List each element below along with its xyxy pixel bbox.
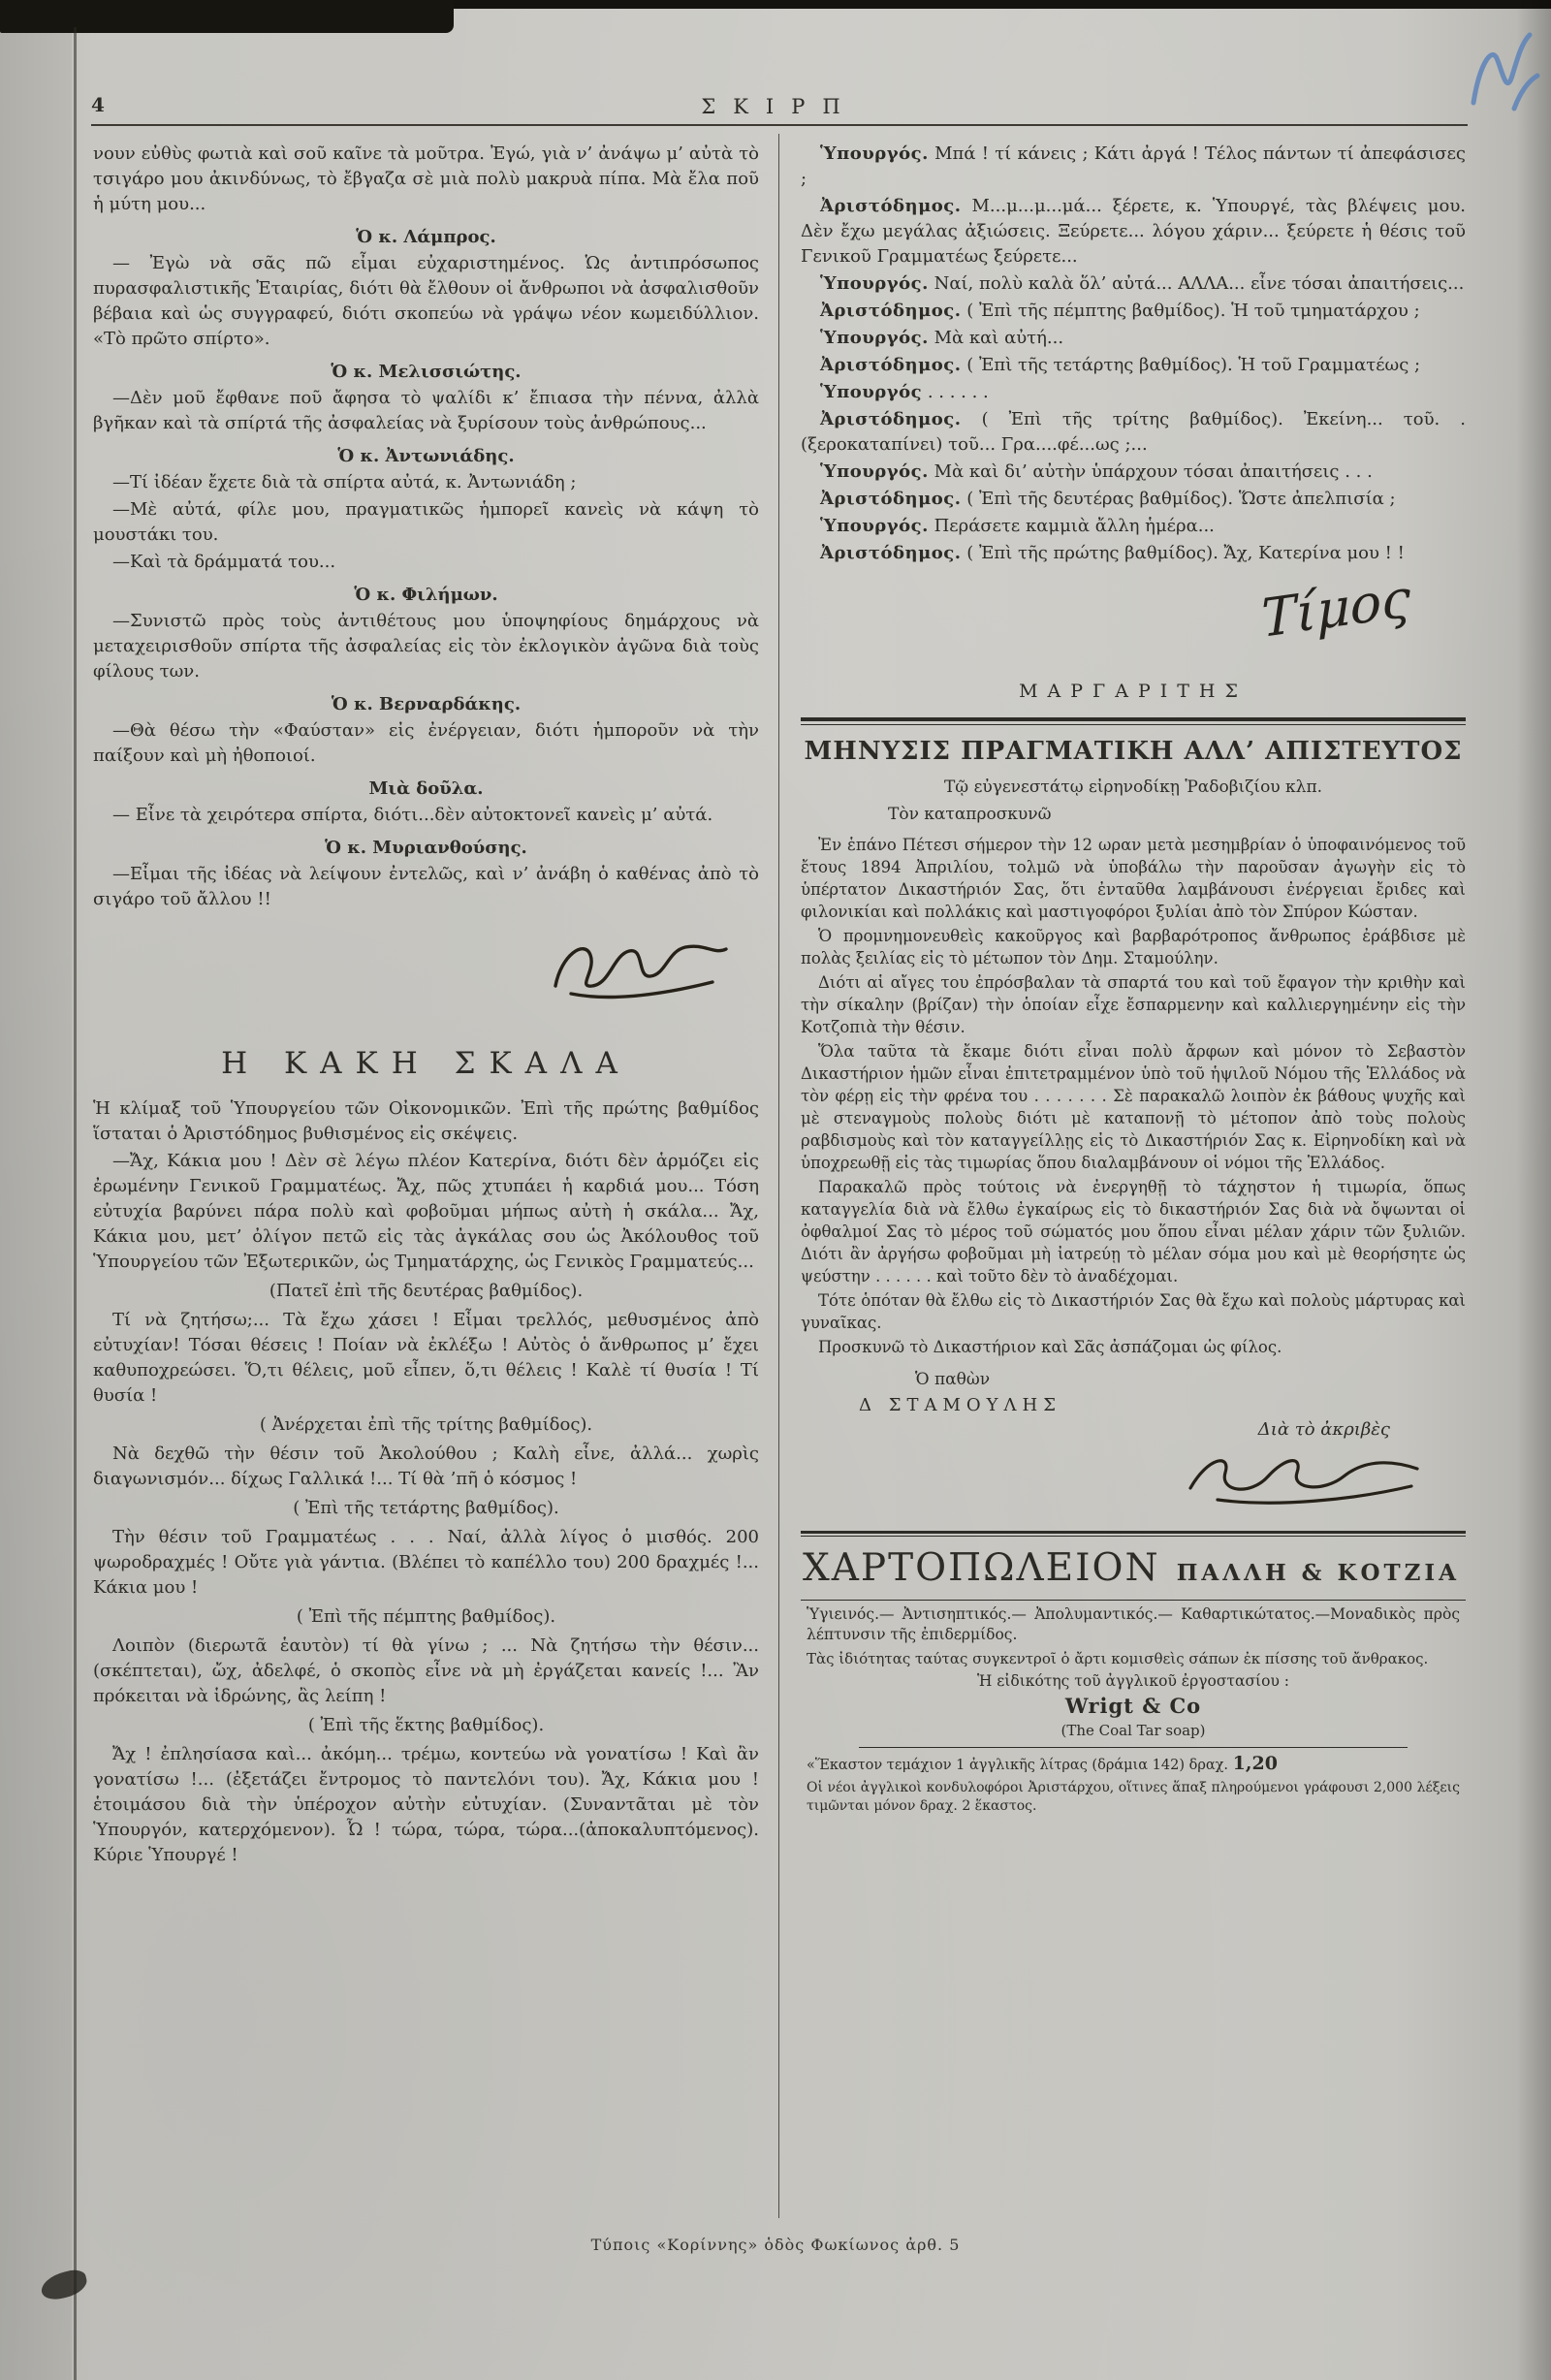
letter-paragraph: Ὁ προμνημονευθεὶς κακοῦργος καὶ βαρβαρότροπος ἄνθρωπος ἐράβδισε μὲ πολὰς ξειλίας εἰς τὸ μέτωπον τὸν Δημ. Σταμούλην. xyxy=(801,927,1466,968)
right-column xyxy=(779,134,1468,2218)
speaker-name: Ὑπουργός xyxy=(820,382,923,402)
ad-brand-name: Wrigt & Cο xyxy=(1064,1694,1202,1718)
stage-direction: (Πατεῖ ἐπὶ τῆς δευτέρας βαθμίδος). xyxy=(269,1281,584,1301)
section-divider-rule xyxy=(801,717,1466,725)
dialogue-paragraph xyxy=(801,487,1466,512)
dialogue-paragraph: — Ἐγὼ νὰ σᾶς πῶ εἶμαι εὐχαριστημένος. Ὡς ἀντιπρόσωπος πυρασφαλιστικῆς Ἑταιρίας, διότι θὰ ἔλθουν οἱ ἄνθρωποι νὰ ἀσφαλισθοῦν βέβαια καὶ ὡς συγγραφεύ, διότι σκοπεύω νὰ γράψω νέον κωμειδύλλιον. «Τὸ πρῶτο σπίρτο». xyxy=(93,253,759,349)
speaker-line: Περάσετε καμμιὰ ἄλλη ἡμέρα... xyxy=(934,516,1215,536)
ad-line: Ὑγιεινός.— Ἀντισηπτικός.— Ἀπολυμαντικός.— Καθαρτικώτατος.—Μοναδικὸς πρὸς λέπτυνσιν τῆς ἐπιδερμίδος. xyxy=(807,1605,1460,1643)
ad-brand-subtitle: (The Coal Tar soap) xyxy=(1060,1722,1206,1739)
dialogue-paragraph: —Τί ἰδέαν ἔχετε διὰ τὰ σπίρτα αὐτά, κ. Ἀντωνιάδη ; xyxy=(112,472,577,492)
dialogue-paragraph xyxy=(801,271,1466,297)
stage-direction: ( Ἀνέρχεται ἐπὶ τῆς τρίτης βαθμίδος). xyxy=(259,1414,593,1435)
ad-thin-rule xyxy=(859,1747,1408,1748)
ad-shop-name: ΧΑΡΤΟΠΩΛΕΙΟΝ xyxy=(803,1546,1160,1590)
speaker-heading: Ὁ κ. Μελισσιώτης. xyxy=(331,362,522,382)
dialogue-paragraph xyxy=(801,326,1466,351)
ad-price-text: «Ἕκαστον τεμάχιον 1 ἀγγλικῆς λίτρας (δράμια 142) δραχ. xyxy=(807,1758,1229,1773)
speaker-name: Ἀριστόδημος. xyxy=(820,543,962,563)
speaker-heading: Ὁ κ. Βερναρδάκης. xyxy=(331,694,522,714)
ad-top-rule xyxy=(801,1531,1466,1537)
scan-right-shade xyxy=(1516,0,1551,2380)
letter-paragraph: Παρακαλῶ πρὸς τούτοις νὰ ἐνεργηθῇ τὸ τάχηστον ἡ τιμωρία, ὅπως καταγγελία διὰ νὰ ἔλθω ἐγκαίρως εἰς τὸ δικαστήριόν Σας διὰ νὰ ὄψωνται οἱ ὀφθαλμοί Σας τὸ μέρος τοῦ σώματός μου ὅπου εἶναι μέλαν χάριν τῶν ξυλιῶν. Διότι ἂν ἀργήσω φοβοῦμαι μὴ ἰατρεύῃ τὸ μέλαν σόμα μου καὶ μὲ θεορήσητε ὡς ψεύστην . . . . . . καὶ τοῦτο δὲν τὸ ἀναδέχομαι. xyxy=(801,1178,1466,1285)
ink-signature-icon xyxy=(1179,1442,1431,1513)
speaker-heading: Ὁ κ. Μυριανθούσης. xyxy=(325,838,527,858)
ad-header xyxy=(801,1544,1466,1601)
columns xyxy=(91,134,1468,2218)
dialogue-paragraph xyxy=(801,299,1466,324)
dialogue-paragraph: —Ἄχ, Κάκια μου ! Δὲν σὲ λέγω πλέον Κατερίνα, διότι δὲν ἁρμόζει εἰς ἐρωμένην Γενικοῦ Γραμματέως. Ἄχ, πῶς χτυπάει ἡ καρδιά μου... Τόση εὐτυχία βαρύνει πάρα πολὺ καὶ φοβοῦμαι μήπως αὐτὴ ἡ σκάλα... Ἄχ, Κάκια μου, μετ’ ὀλίγον πετῶ εἰς τὰς ἀγκάλας σου ὡς Ἀκόλουθος τοῦ Ὑπουργείου τῶν Ἐξωτερικῶν, ὡς Τμηματάρχης, ὡς Γενικὸς Γραμματεύς... xyxy=(93,1151,759,1272)
masthead-title: ΣΚΙΡΠ xyxy=(701,95,858,118)
dialogue-paragraph xyxy=(801,142,1466,192)
speaker-name: Ὑπουργός. xyxy=(820,516,929,536)
signoff-name: Δ ΣΤΑΜΟΥΛΗΣ xyxy=(859,1395,1061,1415)
stage-direction: ( Ἐπὶ τῆς ἕκτης βαθμίδος). xyxy=(307,1715,545,1735)
speaker-line: Ναί, πολὺ καλὰ ὅλ’ αὐτά... ΑΛΛΑ... εἶνε τόσαι ἀπαιτήσεις... xyxy=(934,273,1465,294)
dialogue-paragraph xyxy=(801,353,1466,378)
letter-paragraph: Τότε ὁπόταν θὰ ἔλθω εἰς τὸ Δικαστήριόν Σας θὰ ἔχω καὶ πολοὺς μάρτυρας καὶ γυναῖκας. xyxy=(801,1291,1466,1332)
page-number: 4 xyxy=(91,93,105,116)
speaker-heading: Ὁ κ. Λάμπρος. xyxy=(356,227,496,247)
blue-pencil-mark-icon xyxy=(1456,25,1545,126)
speaker-line: . . . . . . xyxy=(927,382,989,402)
dialogue-paragraph xyxy=(801,460,1466,485)
ad-price-value: 1,20 xyxy=(1232,1753,1278,1774)
dialogue-paragraph: —Εἶμαι τῆς ἰδέας νὰ λείψουν ἐντελῶς, καὶ ν’ ἀνάβη ὁ καθένας ἀπὸ τὸ σιγάρο τοῦ ἄλλου !! xyxy=(93,864,759,909)
speaker-name: Ὑπουργός. xyxy=(820,461,929,482)
speaker-name: Ὑπουργός. xyxy=(820,143,929,164)
ad-owners-name: ΠΑΛΛΗ & ΚΟΤΖΙΑ xyxy=(1176,1560,1460,1586)
speaker-name: Ὑπουργός. xyxy=(820,273,929,294)
speaker-name: Ἀριστόδημος. xyxy=(820,489,962,509)
signoff-role: Ὁ παθὼν xyxy=(915,1370,991,1389)
ad-line: Ἡ εἰδικότης τοῦ ἀγγλικοῦ ἐργοστασίου : xyxy=(976,1672,1290,1690)
dialogue-paragraph xyxy=(801,514,1466,539)
article-intro: Ἡ κλίμαξ τοῦ Ὑπουργείου τῶν Οἰκονομικῶν. Ἐπὶ τῆς πρώτης βαθμίδος ἵσταται ὁ Ἀριστόδημος βυθισμένος εἰς σκέψεις. xyxy=(93,1098,759,1144)
signature-timos-text: Τίμος xyxy=(1260,567,1411,650)
stage-direction: ( Ἐπὶ τῆς τετάρτης βαθμίδος). xyxy=(293,1498,559,1518)
speaker-line: ( Ἐπὶ τῆς πρώτης βαθμίδος). Ἄχ, Κατερίνα μου ! ! xyxy=(966,543,1405,563)
dialogue-paragraph: Τί νὰ ζητήσω;... Τὰ ἔχω χάσει ! Εἶμαι τρελλός, μεθυσμένος ἀπὸ εὐτυχίαν! Τόσαι θέσεις ! Ποίαν νὰ ἐκλέξω ! Αὐτὸς ὁ ἄνθρωπος μ’ ἔχει καθυποχρεώσει. Ὅ,τι θέλεις, μοῦ εἶπεν, ὅ,τι θέλεις ! Καλὲ τί θυσία ! Τί θυσία ! xyxy=(93,1310,759,1406)
dialogue-paragraph xyxy=(801,407,1466,458)
speaker-name: Ἀριστόδημος. xyxy=(820,301,962,321)
left-column xyxy=(91,134,779,2218)
speaker-line: ( Ἐπὶ τῆς πέμπτης βαθμίδος). Ἡ τοῦ τμηματάρχου ; xyxy=(966,301,1420,321)
scan-left-line xyxy=(74,27,77,2380)
speaker-line: ( Ἐπὶ τῆς τρίτης βαθμίδος). Ἐκείνη... τοῦ. .(ξεροκαταπίνει) τοῦ... Γρα....φέ...ως ;... xyxy=(801,409,1466,455)
ink-signature-icon xyxy=(542,926,736,1015)
imprint-text: Τύποις «Κορίννης» ὁδὸς Φωκίωνος ἀρθ. 5 xyxy=(590,2236,961,2254)
dialogue-paragraph xyxy=(801,380,1466,405)
speaker-heading: Μιὰ δοῦλα. xyxy=(368,778,484,799)
scan-left-margin xyxy=(0,0,72,2380)
dialogue-paragraph: Τὴν θέσιν τοῦ Γραμματέως . . . Ναί, ἀλλὰ λίγος ὁ μισθός. 200 ψωροδραχμές ! Οὔτε γιὰ γάντια. (Βλέπει τὸ καπέλλο του) 200 δραχμές !... Κάκια μου ! xyxy=(93,1527,759,1598)
ad-price-line xyxy=(807,1754,1460,1775)
speaker-line: Μὰ καὶ δι’ αὐτὴν ὑπάρχουν τόσαι ἀπαιτήσεις . . . xyxy=(934,461,1373,482)
article-title: Η ΚΑΚΗ ΣΚΑΛΑ xyxy=(221,1046,631,1081)
letter-salutation: Τὸν καταπροσκυνῶ xyxy=(888,805,1052,824)
page-header xyxy=(91,0,1468,126)
dialogue-paragraph: —Μὲ αὐτά, φίλε μου, πραγματικῶς ἡμπορεῖ κανεὶς νὰ κάψη τὸ μουστάκι του. xyxy=(93,499,759,545)
speaker-heading: Ὁ κ. Ἀντωνιάδης. xyxy=(337,446,515,466)
speaker-line: Μὰ καὶ αὐτή... xyxy=(934,328,1064,348)
letter-paragraph: Ἐν ἑπάνο Πέτεσι σήμερον τὴν 12 ωραν μετὰ μεσημβρίαν ὁ ὑποφαινόμενος τοῦ ἔτους 1894 Ἀπριλίου, τολμῶ νὰ ὑποβάλω τὴν παροῦσαν ἀγωγὴν εἰς τὸ ὑπέρτατον Δικαστήριόν Σας, ὅτι ἐνταῦθα λαμβάνουσι ἐνέργειαι ἔριδες καὶ φιλονικίαι καὶ πολλάκις καὶ μαστιγοφόροι ξυλίαι ἀπὸ τὸν Σπύρον Κώσταν. xyxy=(801,836,1466,921)
certify-note: Διὰ τὸ ἀκριβὲς xyxy=(1257,1419,1390,1440)
ad-note: Οἱ νέοι ἀγγλικοὶ κονδυλοφόροι Ἀριστάρχου, οἵτινες ἅπαξ πληρούμενοι γράφουσι 2,000 λέξεις τιμῶνται μόνον δραχ. 2 ἕκαστος. xyxy=(807,1780,1460,1814)
speaker-line: Μ...μ...μ...μά... ξέρετε, κ. Ὑπουργέ, τὰς βλέψεις μου. Δὲν ἔχω μεγάλας ἀξιώσεις. Ξεύρετε... λόγου χάριν... ξεύρετε ἡ θέσις τοῦ Γενικοῦ Γραμματέως ξεύρετε... xyxy=(801,196,1466,267)
speaker-name: Ἀριστόδημος. xyxy=(820,409,962,429)
speaker-line: Μπά ! τί κάνεις ; Κάτι ἀργά ! Τέλος πάντων τί ἀπεφάσισες ; xyxy=(801,143,1466,189)
speaker-line: ( Ἐπὶ τῆς τετάρτης βαθμίδος). Ἡ τοῦ Γραμματέως ; xyxy=(966,355,1421,375)
author-byline: ΜΑΡΓΑΡΙΤΗΣ xyxy=(1019,681,1248,702)
dialogue-paragraph: Νὰ δεχθῶ τὴν θέσιν τοῦ Ἀκολούθου ; Καλὴ εἶνε, ἀλλά... χωρὶς διαγωνισμόν... δίχως Γαλλικά !... Τί θὰ ’πῆ ὁ κόσμος ! xyxy=(93,1444,759,1489)
paragraph-continuation: νουν εὐθὺς φωτιὰ καὶ σοῦ καῖνε τὰ μοῦτρα. Ἐγώ, γιὰ ν’ ἀνάψω μ’ αὐτὰ τὸ τσιγάρο μου ἀκινδύνως, τὸ ἔβγαζα σὲ μιὰ πολὺ μακρυὰ πίπα. Μὰ ἔλα ποῦ ἡ μύτη μου... xyxy=(93,143,759,214)
dialogue-paragraph: —Καὶ τὰ δράμματά του... xyxy=(112,552,336,572)
letter-paragraph: Ὅλα ταῦτα τὰ ἔκαμε διότι εἶναι πολὺ ἄρφων καὶ μόνον τὸ Σεβαστὸν Δικαστήριον ἡμῶν εἶναι ἐπιτετραμμένον ὑπὸ τοῦ ἡψιλοῦ Νόμου τῆς Ἑλλάδος νὰ τὸν φέρῃ εἰς τὴν φρένα του . . . . . . . Σὲ παρακαλῶ λοιπὸν ἐκ βάθους ψυχῆς καὶ μὲ στεναγμοὺς πολοὺς διότι μὲ καταπονῇ τὸ μέτοπον ἀπὸ τοὺς πολοὺς ραβδισμοὺς καὶ τὸν καταγγείλλῃς εἰς τὸ Δικαστήριόν Σας κ. Εἰρηνοδίκη καὶ νὰ ὑποχρεωθῇ εἰς τὰς τιμωρίας ὅπου διαλαμβάνουν οἱ νόμοι τῆς Ἑλλάδος. xyxy=(801,1042,1466,1172)
dialogue-paragraph xyxy=(801,541,1466,566)
speaker-name: Ἀριστόδημος. xyxy=(820,355,962,375)
speaker-name: Ὑπουργός. xyxy=(820,328,929,348)
letter-paragraph: Διότι αἱ αἴγες του ἐπρόσβαλαν τὰ σπαρτά του καὶ τοῦ ἔφαγον τὴν κριθὴν καὶ τὴν σίκαλην (βρίζαν) τὴν ὁποίαν εἶχε ἔσπαρμενην καὶ καλλιεργημένην εἰς τὴν Κοτζοπιὰ τὴν θέσιν. xyxy=(801,973,1466,1036)
speaker-line: ( Ἐπὶ τῆς δευτέρας βαθμίδος). Ὥστε ἀπελπισία ; xyxy=(966,489,1396,509)
dialogue-paragraph xyxy=(801,194,1466,270)
letter-dedication: Τῷ εὐγενεστάτῳ εἰρηνοδίκῃ Ῥαδοβιζίου κλπ. xyxy=(943,777,1323,797)
imprint-footer xyxy=(0,2236,1551,2254)
handwritten-signature xyxy=(93,914,759,1017)
advertisement xyxy=(801,1531,1466,1816)
speaker-heading: Ὁ κ. Φιλήμων. xyxy=(354,585,498,605)
ad-body xyxy=(801,1604,1466,1816)
dialogue-paragraph: —Θὰ θέσω τὴν «Φαύσταν» εἰς ἐνέργειαν, διότι ἡμποροῦν νὰ τὴν παίξουν καὶ μὴ ἠθοποιοί. xyxy=(93,720,759,766)
dialogue-paragraph: —Δὲν μοῦ ἔφθανε ποῦ ἄφησα τὸ ψαλίδι κ’ ἔπιασα τὴν πέννα, ἀλλὰ βγῆκαν καὶ τὰ σπίρτά τῆς ἀσφαλείας νὰ ξυρίσουν τοὺς ἀνθρώπους... xyxy=(93,388,759,433)
signature-timos xyxy=(801,568,1466,661)
dialogue-paragraph: — Εἶνε τὰ χειρότερα σπίρτα, διότι...δὲν αὐτοκτονεῖ κανεὶς μ’ αὐτά. xyxy=(112,805,713,825)
dialogue-paragraph: —Συνιστῶ πρὸς τοὺς ἀντιθέτους μου ὑποψηφίους δημάρχους νὰ μεταχειρισθοῦν σπίρτα τῆς ἀσφαλείας εἰς τὸν ἐκλογικὸν ἀγῶνα διὰ τοὺς φίλους των. xyxy=(93,611,759,682)
dialogue-paragraph: Λοιπὸν (διερωτᾶ ἑαυτὸν) τί θὰ γίνω ; ... Νὰ ζητήσω τὴν θέσιν... (σκέπτεται), ὤχ, ἀδελφέ, ὁ σκοπὸς εἶνε νὰ μὴ ἐργάζεται κανείς !... Ἂν πρόκειται νὰ ἱδρώνης, ἂς λείπη ! xyxy=(93,1635,759,1706)
letter-title: ΜΗΝΥΣΙΣ ΠΡΑΓΜΑΤΙΚΗ ΑΛΛ’ ΑΠΙΣΤΕΥΤΟΣ xyxy=(804,737,1463,766)
ad-line: Τὰς ἰδιότητας ταύτας συγκεντροῖ ὁ ἄρτι κομισθεὶς σάπων ἐκ πίσσης τοῦ ἄνθρακος. xyxy=(807,1650,1429,1667)
speaker-name: Ἀριστόδημος. xyxy=(820,196,962,216)
stage-direction: ( Ἐπὶ τῆς πέμπτης βαθμίδος). xyxy=(296,1606,556,1627)
dialogue-paragraph: Ἄχ ! ἐπλησίασα καὶ... ἀκόμη... τρέμω, κοντεύω νὰ γονατίσω ! Καὶ ἂν γονατίσω !... (ἐξετάζει ἔντρομος τὸ παντελόνι του). Ἄχ, Κάκια μου ! ἑτοιμάσου διὰ τὴν ὑπέροχον αὐτὴν εὐτυχίαν. (Συναντᾶται μὲ τὸν Ὑπουργόν, κατερχόμενον). Ὦ ! τώρα, τώρα, τώρα...(ἀποκαλυπτόμενος). Κύριε Ὑπουργέ ! xyxy=(93,1744,759,1865)
letter-paragraph: Προσκυνῶ τὸ Δικαστήριον καὶ Σᾶς ἀσπάζομαι ὡς φίλος. xyxy=(818,1338,1282,1356)
